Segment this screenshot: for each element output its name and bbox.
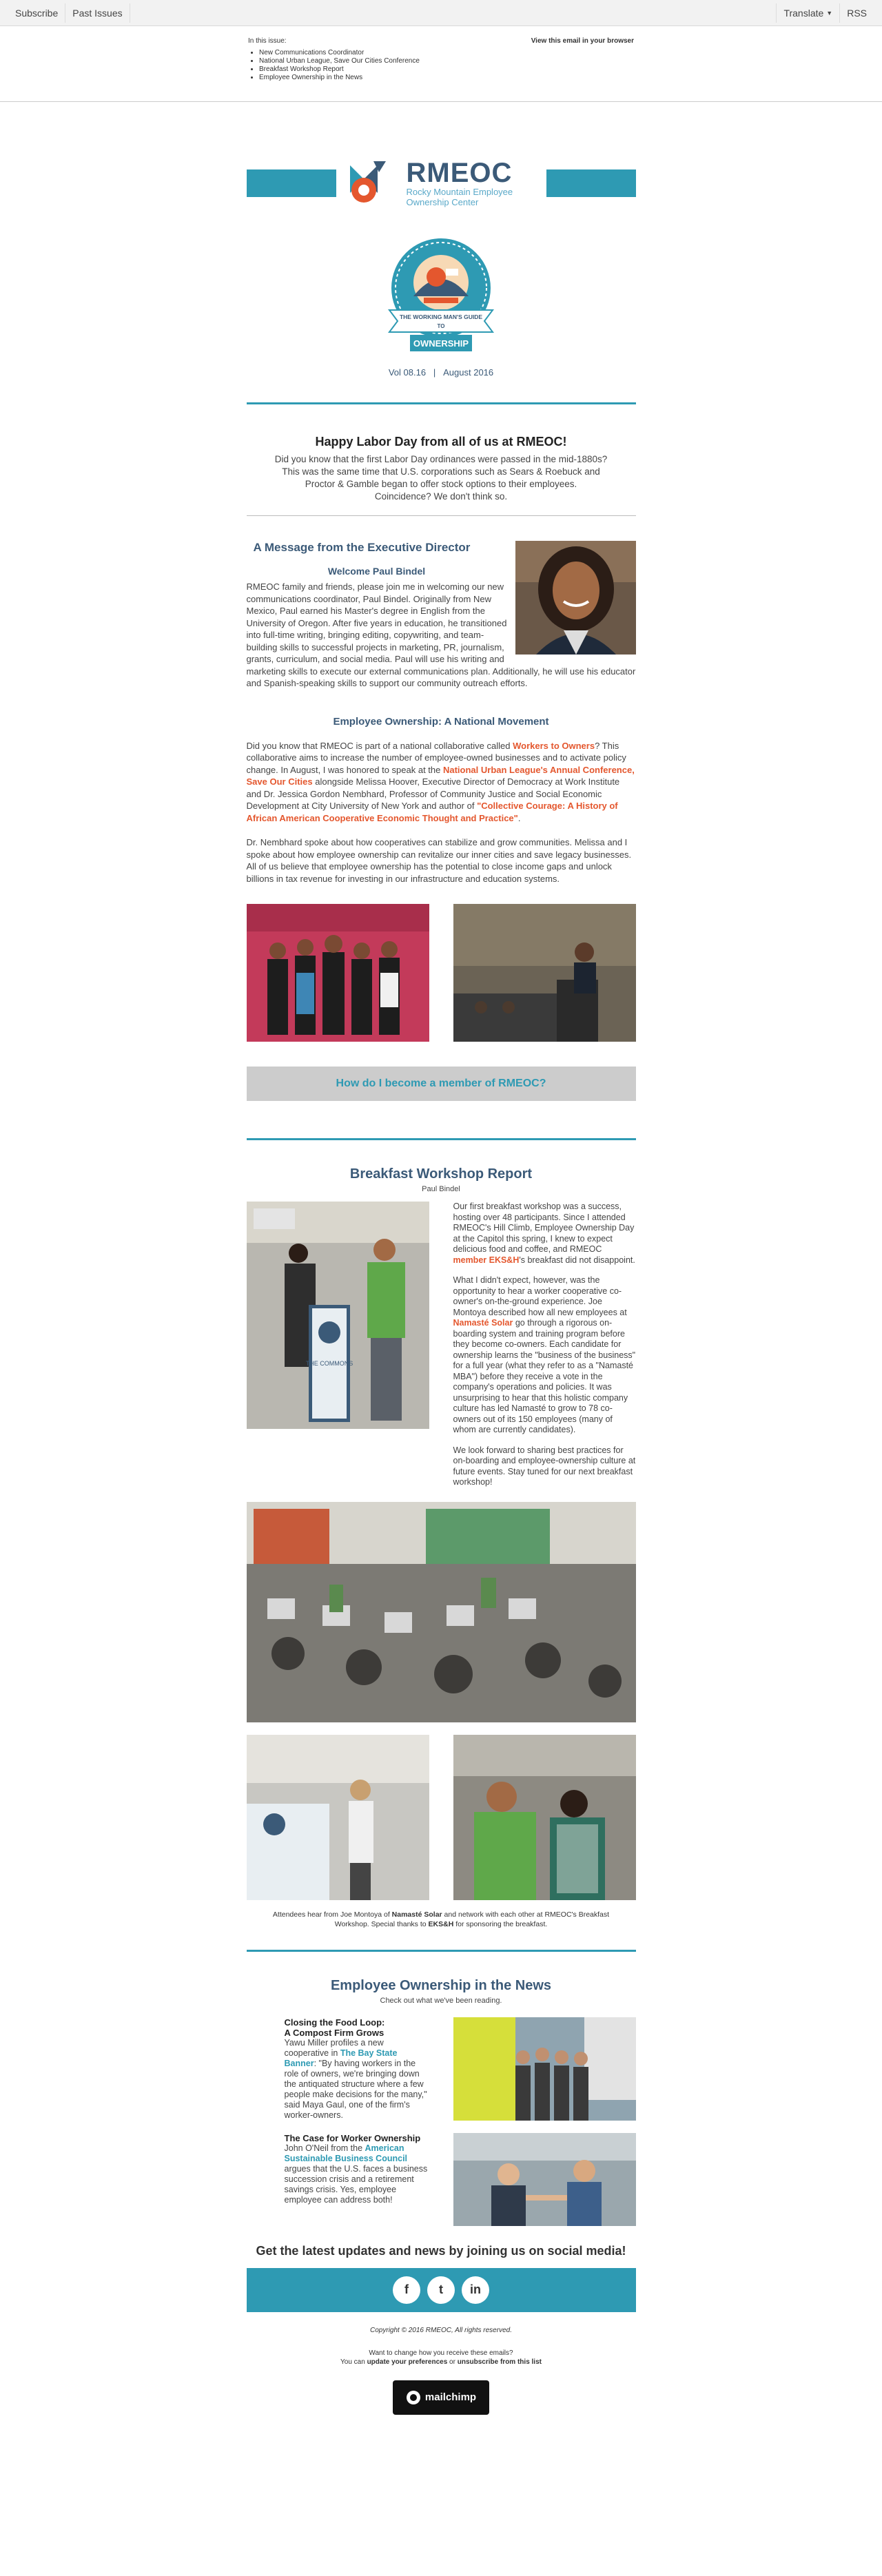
section-divider	[247, 1138, 636, 1140]
collective-courage-link[interactable]: "Collective Courage: A History of African American Cooperative Economic Thought and Practice"	[246, 801, 618, 823]
conference-speaker-photo	[453, 904, 636, 1042]
unsubscribe-link[interactable]: unsubscribe from this list	[457, 2358, 542, 2366]
news-subtitle: Check out what we've been reading.	[380, 1996, 502, 2005]
labor-day-text: Did you know that the first Labor Day ordinances were passed in the mid-1880s? This was the same time that U.S. corporations such as Sears & Roebuck and Proctor & Gamble began to offer stock options to their employees. Coincidence? We don't think so.	[274, 454, 608, 502]
news-summary: Yawu Miller profiles a new cooperative in The Bay State Banner: "By having workers in the role of owners, we're bringing down the antiquated structure where a few people make decisions for the many," said Maya Gaul, one of the firm's worker-owners.	[284, 2037, 427, 2120]
movement-title: Employee Ownership: A National Movement	[333, 715, 549, 728]
logo-subtitle: Rocky Mountain Employee	[406, 187, 513, 197]
view-in-browser-link[interactable]: View this email in your browser	[531, 37, 634, 45]
workshop-audience-photo	[247, 1502, 636, 1722]
rss-link[interactable]: RSS	[839, 3, 874, 23]
preheader	[248, 37, 634, 82]
labor-day-title: Happy Labor Day from all of us at RMEOC!	[315, 435, 567, 449]
conference-group-photo	[247, 904, 429, 1042]
section-divider	[247, 1950, 636, 1952]
mailchimp-badge[interactable]	[393, 2380, 489, 2415]
update-preferences-link[interactable]: update your preferences	[367, 2358, 448, 2366]
subscribe-link[interactable]: Subscribe	[8, 3, 65, 23]
workshop-title: Breakfast Workshop Report	[349, 1166, 533, 1182]
issue-item: • New Communications Coordinator	[259, 49, 420, 57]
news-summary: John O'Neil from the American Sustainable Business Council argues that the U.S. faces a business succession crisis and a retirement savings crisis. Yes, employee employee can address both!	[284, 2143, 428, 2205]
movement-text-2: Dr. Nembhard spoke about how cooperatives can stabilize and grow communities. Melissa and I spoke about how employee ownership can revitalize our inner cities and save legacy businesses. All of us believe that employee ownership has the potential to close income gaps and unlock billions in tax revenue for investing in our infrastructure and education systems.	[246, 837, 632, 884]
exec-director-section	[247, 541, 636, 690]
footer	[0, 2326, 882, 2367]
movement-text: Did you know that RMEOC is part of a national collaborative called Workers to Owners? This collaborative aims to increase the number of employee-owned businesses and to activate policy change. In August, I was honored to speak at the National Urban League's Annual Conference, Save Our Cities alongside Melissa Hoover, Executive Director of Democracy at Work Institute and Dr. Jessica Gordon Nembhard, Professor of Community Justice and Social Economic Development at City University of New York and author of "Collective Courage: A History of African American Cooperative Economic Thought and Practice".	[246, 740, 635, 823]
issue-info	[247, 367, 636, 378]
workshop-presenter-photo	[247, 1735, 429, 1900]
past-issues-link[interactable]: Past Issues	[65, 3, 130, 23]
rmeoc-logo-icon	[343, 158, 398, 208]
top-bar	[0, 0, 882, 26]
section-divider	[247, 402, 636, 404]
conference-photos	[247, 904, 636, 1042]
social-bar	[247, 2268, 636, 2312]
logo-subtitle: Ownership Center	[406, 197, 479, 207]
preheader-divider	[0, 101, 882, 102]
commons-sign: THE COMMONS	[305, 1360, 353, 1367]
workshop-text-3: We look forward to sharing best practices for on-boarding and employee-ownership culture at future events. Stay tuned for our next breakfast workshop!	[453, 1445, 636, 1487]
badge-line3: OWNERSHIP	[413, 338, 469, 349]
urban-league-link[interactable]: National Urban League's Annual Conference, Save Our Cities	[246, 764, 635, 787]
mailchimp-label: mailchimp	[424, 2391, 477, 2403]
mailchimp-logo-icon	[406, 2390, 421, 2405]
guide-badge	[247, 234, 636, 355]
workshop-text-2: What I didn't expect, however, was the opportunity to hear a worker cooperative co-owner's on-the-ground experience. Joe Montoya described how all new employees at Namasté Solar go through a rigorous on-boarding system and training program before they become co-owners. Each candidate for ownership learns the "business of the business" for a full year (what they refer to as a "Namasté MBA") before they receive a vote in the company's operations and policies. It was unsurprising to hear that this holistic company culture has led Namasté to grow to 78 co-owners out of its 150 employees (many of whom are currently candidates).	[453, 1275, 636, 1434]
asbc-link[interactable]: American Sustainable Business Council	[284, 2143, 408, 2163]
logo-title: RMEOC	[406, 158, 513, 188]
social-heading: Get the latest updates and news by joining us on social media!	[256, 2243, 626, 2258]
issue-separator: |	[433, 367, 436, 378]
translate-dropdown[interactable]	[776, 3, 839, 23]
workshop-text-1: Our first breakfast workshop was a success, hosting over 48 participants. Since I attended RMEOC's Hill Climb, Employee Ownership Day at the Capitol this spring, I knew to expect delicious food and coffee, and RMEOC member EKS&H's breakfast did not disappoint.	[453, 1202, 635, 1265]
workshop-section	[247, 1202, 636, 1498]
facebook-icon[interactable]: f	[393, 2276, 420, 2304]
logo-header	[247, 156, 636, 211]
twitter-icon[interactable]: t	[427, 2276, 455, 2304]
labor-day-section	[247, 435, 636, 503]
translate-label: Translate	[783, 8, 824, 19]
issue-list	[259, 49, 420, 82]
news-headline: Closing the Food Loop:	[284, 2017, 385, 2028]
workshop-speaker-photo	[247, 1202, 429, 1429]
eksh-member-link[interactable]: member EKS&H	[453, 1255, 520, 1265]
bay-state-banner-link[interactable]: The Bay State Banner	[284, 2048, 398, 2068]
news-headline: A Compost Firm Grows	[284, 2027, 384, 2038]
workshop-header	[247, 1166, 636, 1193]
executive-director-photo	[515, 541, 636, 655]
compost-firm-photo	[453, 2017, 636, 2121]
become-member-button[interactable]: How do I become a member of RMEOC?	[247, 1067, 636, 1101]
in-issue-label: In this issue:	[248, 37, 287, 45]
issue-date: August 2016	[443, 367, 494, 378]
news-headline: The Case for Worker Ownership	[284, 2132, 421, 2143]
exec-title: A Message from the Executive Director	[253, 541, 471, 554]
volume-number: Vol 08.16	[388, 367, 427, 378]
badge-line1: THE WORKING MAN'S GUIDE	[399, 313, 483, 320]
preferences-line: You can update your preferences or unsubscribe from this list	[340, 2358, 542, 2366]
worker-ownership-photo	[453, 2133, 636, 2226]
chevron-down-icon: ▼	[826, 10, 833, 17]
preferences-question: Want to change how you receive these emails?	[369, 2349, 513, 2357]
welcome-text: RMEOC family and friends, please join me in welcoming our new communications coordinator, Paul Bindel. Originally from New Mexico, Paul earned his Master's degree in English from the University of Oregon. After five years in education, he transitioned into full-time writing, bringing editing, copywriting, and team-building skills to successful projects in marketing, PR, journalism, grants, curriculum, and social media. Paul will use his writing and marketing skills to execute our external communications plan. Additionally, he will use his educator and Spanish-speaking skills to support our community outreach efforts.	[246, 581, 636, 688]
issue-item: • Employee Ownership in the News	[259, 74, 420, 82]
section-divider	[247, 515, 636, 516]
workshop-networking-photo	[453, 1735, 636, 1900]
namaste-solar-link[interactable]: Namasté Solar	[453, 1318, 513, 1328]
badge-line2: TO	[437, 323, 445, 329]
news-header	[247, 1978, 636, 2005]
issue-item: • Breakfast Workshop Report	[259, 65, 420, 74]
workshop-caption: Attendees hear from Joe Montoya of Namasté Solar and network with each other at RMEOC's Breakfast Workshop. Special thanks to EKS&H for sponsoring the breakfast.	[272, 1910, 610, 1928]
welcome-title: Welcome Paul Bindel	[327, 566, 426, 577]
news-title: Employee Ownership in the News	[330, 1977, 552, 1993]
news-item	[247, 2133, 636, 2226]
workshop-photos	[247, 1735, 636, 1900]
workshop-byline: Paul Bindel	[422, 1185, 460, 1193]
news-item	[247, 2017, 636, 2121]
copyright: Copyright © 2016 RMEOC, All rights reserved.	[370, 2326, 512, 2334]
issue-item: • National Urban League, Save Our Cities Conference	[259, 57, 420, 65]
linkedin-icon[interactable]: in	[462, 2276, 489, 2304]
workers-to-owners-link[interactable]: Workers to Owners	[513, 740, 595, 751]
